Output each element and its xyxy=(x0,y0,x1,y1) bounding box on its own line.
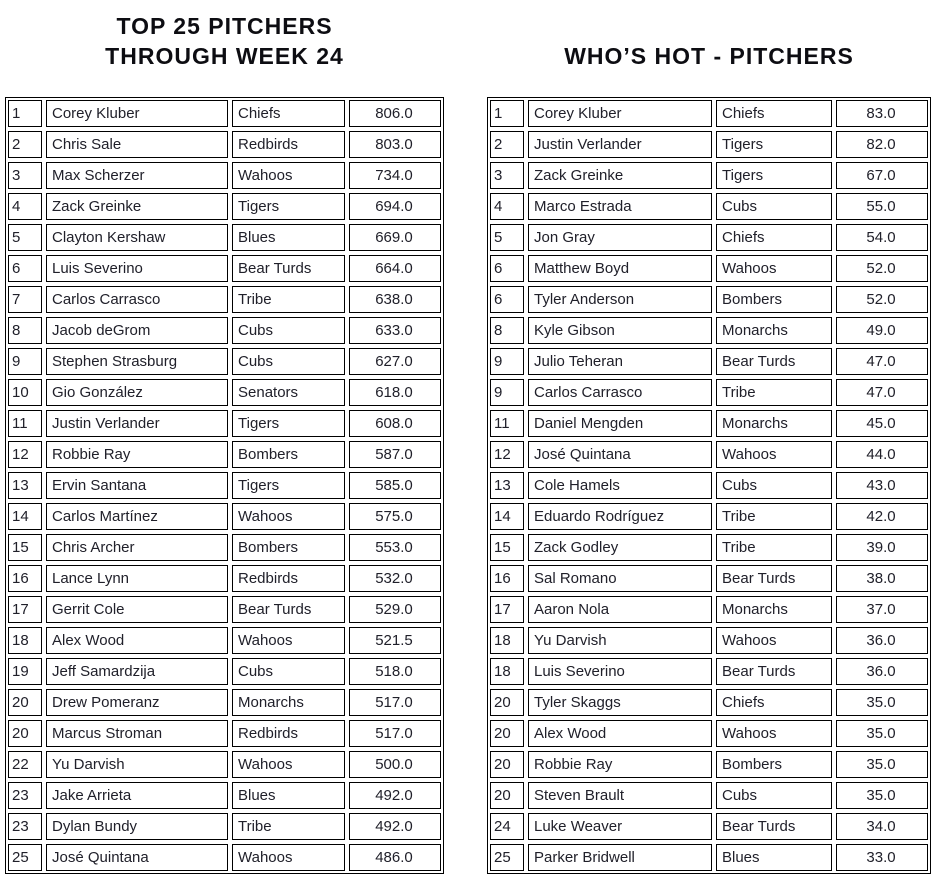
rank-cell: 20 xyxy=(8,720,42,747)
team-cell: Bombers xyxy=(716,286,832,313)
points-cell: 39.0 xyxy=(836,534,928,561)
table-row xyxy=(490,441,928,468)
points-cell: 734.0 xyxy=(349,162,441,189)
points-cell: 492.0 xyxy=(349,813,441,840)
table-row xyxy=(490,410,928,437)
rank-cell: 7 xyxy=(8,286,42,313)
table-row xyxy=(8,348,441,375)
team-cell: Tigers xyxy=(716,131,832,158)
rank-cell: 14 xyxy=(8,503,42,530)
team-cell: Tigers xyxy=(232,410,345,437)
rank-cell: 4 xyxy=(490,193,524,220)
table-row xyxy=(490,162,928,189)
rank-cell: 20 xyxy=(490,689,524,716)
player-name-cell: Cole Hamels xyxy=(528,472,712,499)
whos-hot-pitchers-table xyxy=(487,97,931,874)
rank-cell: 11 xyxy=(490,410,524,437)
table-row xyxy=(8,565,441,592)
team-cell: Bear Turds xyxy=(716,348,832,375)
rank-cell: 18 xyxy=(8,627,42,654)
points-cell: 45.0 xyxy=(836,410,928,437)
team-cell: Wahoos xyxy=(232,844,345,871)
player-name-cell: Max Scherzer xyxy=(46,162,228,189)
team-cell: Cubs xyxy=(232,317,345,344)
rank-cell: 13 xyxy=(8,472,42,499)
table-row xyxy=(8,317,441,344)
player-name-cell: Eduardo Rodríguez xyxy=(528,503,712,530)
team-cell: Bear Turds xyxy=(232,255,345,282)
table-row xyxy=(490,317,928,344)
player-name-cell: Tyler Anderson xyxy=(528,286,712,313)
table-row xyxy=(490,286,928,313)
points-cell: 37.0 xyxy=(836,596,928,623)
team-cell: Chiefs xyxy=(716,224,832,251)
rank-cell: 24 xyxy=(490,813,524,840)
player-name-cell: Jon Gray xyxy=(528,224,712,251)
player-name-cell: Zack Greinke xyxy=(528,162,712,189)
points-cell: 83.0 xyxy=(836,100,928,127)
team-cell: Bombers xyxy=(232,441,345,468)
points-cell: 553.0 xyxy=(349,534,441,561)
points-cell: 35.0 xyxy=(836,689,928,716)
table-row xyxy=(8,379,441,406)
table-row xyxy=(490,658,928,685)
player-name-cell: Yu Darvish xyxy=(46,751,228,778)
table-row xyxy=(490,534,928,561)
whos-hot-pitchers-title: WHO’S HOT - PITCHERS xyxy=(564,43,854,69)
points-cell: 67.0 xyxy=(836,162,928,189)
team-cell: Tigers xyxy=(716,162,832,189)
team-cell: Wahoos xyxy=(232,627,345,654)
player-name-cell: Clayton Kershaw xyxy=(46,224,228,251)
table-row xyxy=(8,255,441,282)
points-cell: 517.0 xyxy=(349,689,441,716)
points-cell: 529.0 xyxy=(349,596,441,623)
points-cell: 55.0 xyxy=(836,193,928,220)
points-cell: 500.0 xyxy=(349,751,441,778)
table-row xyxy=(8,844,441,871)
team-cell: Bear Turds xyxy=(716,658,832,685)
player-name-cell: Robbie Ray xyxy=(528,751,712,778)
table-row xyxy=(8,441,441,468)
player-name-cell: Sal Romano xyxy=(528,565,712,592)
table-row xyxy=(8,100,441,127)
points-cell: 492.0 xyxy=(349,782,441,809)
rank-cell: 13 xyxy=(490,472,524,499)
player-name-cell: Julio Teheran xyxy=(528,348,712,375)
player-name-cell: Justin Verlander xyxy=(528,131,712,158)
rank-cell: 20 xyxy=(490,782,524,809)
rank-cell: 8 xyxy=(490,317,524,344)
rank-cell: 6 xyxy=(490,255,524,282)
rank-cell: 2 xyxy=(490,131,524,158)
team-cell: Tigers xyxy=(232,193,345,220)
points-cell: 82.0 xyxy=(836,131,928,158)
table-row xyxy=(8,720,441,747)
table-row xyxy=(490,751,928,778)
rank-cell: 19 xyxy=(8,658,42,685)
rank-cell: 12 xyxy=(8,441,42,468)
rank-cell: 16 xyxy=(490,565,524,592)
rank-cell: 18 xyxy=(490,658,524,685)
rank-cell: 20 xyxy=(490,720,524,747)
player-name-cell: Stephen Strasburg xyxy=(46,348,228,375)
points-cell: 627.0 xyxy=(349,348,441,375)
player-name-cell: Luke Weaver xyxy=(528,813,712,840)
rank-cell: 4 xyxy=(8,193,42,220)
table-row xyxy=(8,503,441,530)
player-name-cell: Carlos Carrasco xyxy=(46,286,228,313)
table-row xyxy=(490,596,928,623)
points-cell: 638.0 xyxy=(349,286,441,313)
team-cell: Wahoos xyxy=(232,503,345,530)
table-row xyxy=(490,720,928,747)
rank-cell: 16 xyxy=(8,565,42,592)
player-name-cell: Kyle Gibson xyxy=(528,317,712,344)
table-row xyxy=(490,472,928,499)
team-cell: Wahoos xyxy=(716,627,832,654)
rank-cell: 12 xyxy=(490,441,524,468)
points-cell: 669.0 xyxy=(349,224,441,251)
table-row xyxy=(8,224,441,251)
points-cell: 694.0 xyxy=(349,193,441,220)
team-cell: Bombers xyxy=(716,751,832,778)
rank-cell: 10 xyxy=(8,379,42,406)
points-cell: 52.0 xyxy=(836,255,928,282)
team-cell: Tribe xyxy=(716,379,832,406)
points-cell: 518.0 xyxy=(349,658,441,685)
team-cell: Wahoos xyxy=(232,751,345,778)
team-cell: Chiefs xyxy=(716,689,832,716)
team-cell: Blues xyxy=(716,844,832,871)
player-name-cell: Jacob deGrom xyxy=(46,317,228,344)
team-cell: Cubs xyxy=(716,782,832,809)
team-cell: Chiefs xyxy=(232,100,345,127)
table-row xyxy=(8,751,441,778)
points-cell: 486.0 xyxy=(349,844,441,871)
points-cell: 532.0 xyxy=(349,565,441,592)
table-row xyxy=(8,410,441,437)
rank-cell: 5 xyxy=(490,224,524,251)
player-name-cell: Alex Wood xyxy=(46,627,228,654)
player-name-cell: Jeff Samardzija xyxy=(46,658,228,685)
table-row xyxy=(8,534,441,561)
rank-cell: 8 xyxy=(8,317,42,344)
table-row xyxy=(490,503,928,530)
player-name-cell: Chris Sale xyxy=(46,131,228,158)
points-cell: 34.0 xyxy=(836,813,928,840)
points-cell: 33.0 xyxy=(836,844,928,871)
player-name-cell: Daniel Mengden xyxy=(528,410,712,437)
table-row xyxy=(490,813,928,840)
player-name-cell: Tyler Skaggs xyxy=(528,689,712,716)
team-cell: Tribe xyxy=(716,534,832,561)
player-name-cell: Aaron Nola xyxy=(528,596,712,623)
rank-cell: 3 xyxy=(490,162,524,189)
team-cell: Redbirds xyxy=(232,131,345,158)
rank-cell: 20 xyxy=(8,689,42,716)
player-name-cell: Robbie Ray xyxy=(46,441,228,468)
team-cell: Tribe xyxy=(232,286,345,313)
table-row xyxy=(490,255,928,282)
points-cell: 618.0 xyxy=(349,379,441,406)
team-cell: Chiefs xyxy=(716,100,832,127)
points-cell: 38.0 xyxy=(836,565,928,592)
player-name-cell: Luis Severino xyxy=(528,658,712,685)
team-cell: Cubs xyxy=(232,348,345,375)
player-name-cell: Alex Wood xyxy=(528,720,712,747)
team-cell: Bombers xyxy=(232,534,345,561)
table-row xyxy=(490,844,928,871)
points-cell: 806.0 xyxy=(349,100,441,127)
player-name-cell: Gio González xyxy=(46,379,228,406)
table-row xyxy=(8,596,441,623)
team-cell: Bear Turds xyxy=(232,596,345,623)
team-cell: Monarchs xyxy=(716,410,832,437)
rank-cell: 9 xyxy=(490,348,524,375)
table-row xyxy=(490,627,928,654)
player-name-cell: Jake Arrieta xyxy=(46,782,228,809)
player-name-cell: Drew Pomeranz xyxy=(46,689,228,716)
points-cell: 47.0 xyxy=(836,379,928,406)
rank-cell: 9 xyxy=(8,348,42,375)
team-cell: Wahoos xyxy=(716,441,832,468)
points-cell: 521.5 xyxy=(349,627,441,654)
player-name-cell: Carlos Martínez xyxy=(46,503,228,530)
player-name-cell: Ervin Santana xyxy=(46,472,228,499)
rank-cell: 2 xyxy=(8,131,42,158)
rank-cell: 20 xyxy=(490,751,524,778)
team-cell: Blues xyxy=(232,782,345,809)
team-cell: Bear Turds xyxy=(716,813,832,840)
rank-cell: 3 xyxy=(8,162,42,189)
rank-cell: 15 xyxy=(490,534,524,561)
player-name-cell: Zack Greinke xyxy=(46,193,228,220)
points-cell: 36.0 xyxy=(836,658,928,685)
table-row xyxy=(8,193,441,220)
rank-cell: 6 xyxy=(490,286,524,313)
points-cell: 517.0 xyxy=(349,720,441,747)
player-name-cell: Steven Brault xyxy=(528,782,712,809)
team-cell: Cubs xyxy=(232,658,345,685)
team-cell: Cubs xyxy=(716,193,832,220)
rank-cell: 11 xyxy=(8,410,42,437)
rank-cell: 9 xyxy=(490,379,524,406)
table-row xyxy=(8,658,441,685)
player-name-cell: Corey Kluber xyxy=(528,100,712,127)
team-cell: Senators xyxy=(232,379,345,406)
rank-cell: 14 xyxy=(490,503,524,530)
team-cell: Tribe xyxy=(716,503,832,530)
player-name-cell: Luis Severino xyxy=(46,255,228,282)
player-name-cell: Zack Godley xyxy=(528,534,712,561)
rank-cell: 17 xyxy=(490,596,524,623)
rank-cell: 1 xyxy=(490,100,524,127)
team-cell: Wahoos xyxy=(232,162,345,189)
points-cell: 608.0 xyxy=(349,410,441,437)
player-name-cell: Carlos Carrasco xyxy=(528,379,712,406)
team-cell: Tigers xyxy=(232,472,345,499)
points-cell: 803.0 xyxy=(349,131,441,158)
team-cell: Bear Turds xyxy=(716,565,832,592)
player-name-cell: Gerrit Cole xyxy=(46,596,228,623)
player-name-cell: José Quintana xyxy=(46,844,228,871)
table-row xyxy=(8,627,441,654)
points-cell: 35.0 xyxy=(836,782,928,809)
points-cell: 587.0 xyxy=(349,441,441,468)
player-name-cell: Chris Archer xyxy=(46,534,228,561)
table-row xyxy=(490,379,928,406)
points-cell: 54.0 xyxy=(836,224,928,251)
rank-cell: 25 xyxy=(490,844,524,871)
rank-cell: 17 xyxy=(8,596,42,623)
team-cell: Blues xyxy=(232,224,345,251)
table-row xyxy=(490,565,928,592)
top25-pitchers-title-line1: TOP 25 PITCHERS xyxy=(116,13,333,39)
player-name-cell: Corey Kluber xyxy=(46,100,228,127)
team-cell: Monarchs xyxy=(232,689,345,716)
table-row xyxy=(8,131,441,158)
rank-cell: 5 xyxy=(8,224,42,251)
player-name-cell: Lance Lynn xyxy=(46,565,228,592)
rank-cell: 15 xyxy=(8,534,42,561)
table-row xyxy=(490,131,928,158)
table-row xyxy=(490,348,928,375)
points-cell: 664.0 xyxy=(349,255,441,282)
team-cell: Cubs xyxy=(716,472,832,499)
points-cell: 43.0 xyxy=(836,472,928,499)
points-cell: 42.0 xyxy=(836,503,928,530)
table-row xyxy=(8,472,441,499)
points-cell: 585.0 xyxy=(349,472,441,499)
rank-cell: 6 xyxy=(8,255,42,282)
team-cell: Redbirds xyxy=(232,720,345,747)
table-row xyxy=(8,162,441,189)
player-name-cell: Marco Estrada xyxy=(528,193,712,220)
top25-pitchers-table xyxy=(5,97,444,874)
player-name-cell: Parker Bridwell xyxy=(528,844,712,871)
table-row xyxy=(490,100,928,127)
points-cell: 575.0 xyxy=(349,503,441,530)
table-row xyxy=(8,782,441,809)
rank-cell: 1 xyxy=(8,100,42,127)
team-cell: Wahoos xyxy=(716,720,832,747)
player-name-cell: Yu Darvish xyxy=(528,627,712,654)
team-cell: Tribe xyxy=(232,813,345,840)
player-name-cell: Marcus Stroman xyxy=(46,720,228,747)
points-cell: 35.0 xyxy=(836,720,928,747)
player-name-cell: Justin Verlander xyxy=(46,410,228,437)
table-row xyxy=(8,813,441,840)
points-cell: 47.0 xyxy=(836,348,928,375)
table-row xyxy=(8,689,441,716)
team-cell: Redbirds xyxy=(232,565,345,592)
player-name-cell: José Quintana xyxy=(528,441,712,468)
points-cell: 44.0 xyxy=(836,441,928,468)
rank-cell: 23 xyxy=(8,813,42,840)
rank-cell: 22 xyxy=(8,751,42,778)
rank-cell: 18 xyxy=(490,627,524,654)
table-row xyxy=(490,689,928,716)
points-cell: 49.0 xyxy=(836,317,928,344)
table-row xyxy=(490,224,928,251)
points-cell: 36.0 xyxy=(836,627,928,654)
table-row xyxy=(490,193,928,220)
rank-cell: 23 xyxy=(8,782,42,809)
table-row xyxy=(490,782,928,809)
player-name-cell: Matthew Boyd xyxy=(528,255,712,282)
table-row xyxy=(8,286,441,313)
rank-cell: 25 xyxy=(8,844,42,871)
points-cell: 633.0 xyxy=(349,317,441,344)
top25-pitchers-title-line2: THROUGH WEEK 24 xyxy=(105,43,344,69)
player-name-cell: Dylan Bundy xyxy=(46,813,228,840)
team-cell: Monarchs xyxy=(716,317,832,344)
team-cell: Wahoos xyxy=(716,255,832,282)
points-cell: 52.0 xyxy=(836,286,928,313)
points-cell: 35.0 xyxy=(836,751,928,778)
team-cell: Monarchs xyxy=(716,596,832,623)
top25-pitchers-title xyxy=(5,11,444,71)
